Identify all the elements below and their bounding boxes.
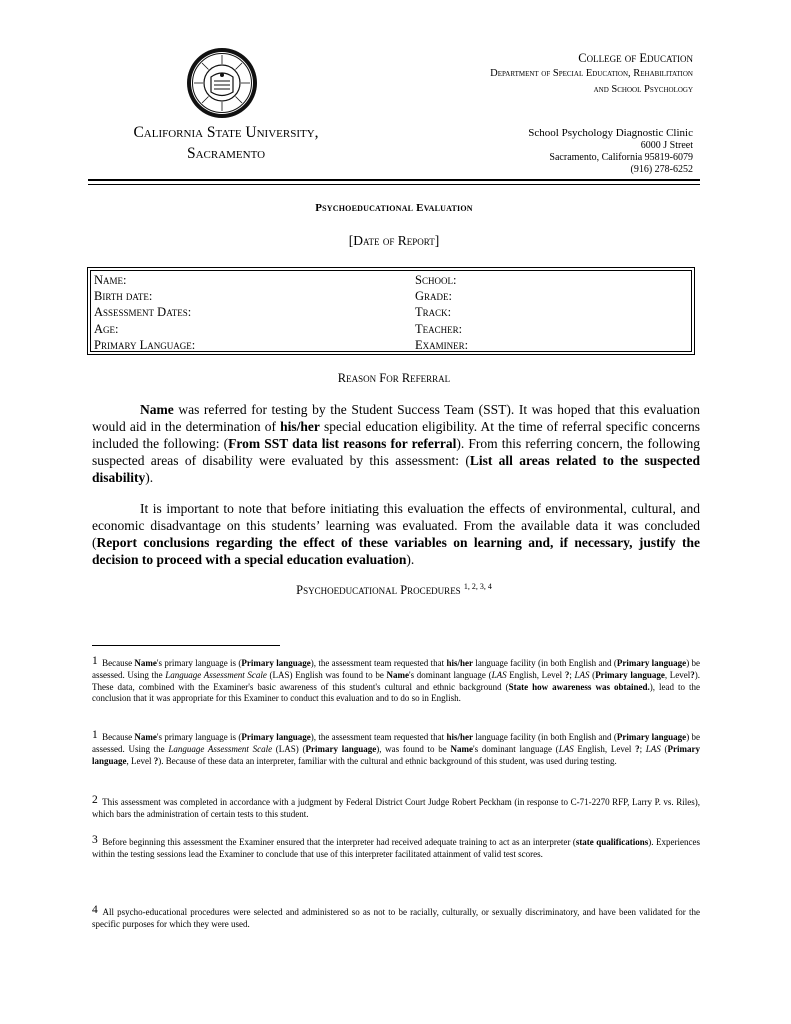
field-examiner: Examiner:: [415, 337, 469, 352]
clinic-street: 6000 J Street: [640, 140, 693, 151]
disadvantage-paragraph: It is important to note that before initiating this evaluation the effects of environmental, cultural, and economic disadvantage on this students’ learning was evaluated. From the available data it was concluded (Report conclusions regarding the effect of these variables on learning and, if necessary, justify the decision to proceed with a special education evaluation).: [92, 501, 700, 567]
procedures-heading: Psychoeducational Procedures $^{1, 2, 3, 4}$: [296, 582, 492, 597]
referral-paragraph: Name was referred for testing by the Student Success Team (SST). It was hoped that this evaluation would aid in the determination of his/her special education eligibility. At the time of referral specific concerns included the following: (From SST data list reasons for referral). From this referring concern, the following suspected areas of disability were evaluated by this assessment: (List all areas related to the suspected disability).: [92, 402, 700, 485]
clinic-phone: (916) 278-6252: [630, 164, 693, 175]
university-name-line1: California State University,: [133, 124, 319, 141]
clinic-name: School Psychology Diagnostic Clinic: [528, 127, 693, 139]
footnote-1-english: 1 Because Name's primary language is (Primary language), the assessment team requested that his/her language facility (in both English and (Primary language) be assessed. Using the Language Assessment Scale (LAS) English was found to be Name's dominant language (LAS English, Level ?; LAS (Primary language, Level?). These data, combined with the Examiner's basic awareness of this student's cultural and ethnic background (State how awareness was obtained.), lead to the conclusion that it was appropriate for this Examiner to conduct this evaluation and to do so in English.: [92, 655, 701, 704]
student-info-box: [87, 267, 695, 355]
department-name: Department of Special Education, Rehabilitation: [490, 68, 693, 79]
header-divider-thick: [88, 179, 700, 181]
footnote-1-interpreter: 1 Because Name's primary language is (Primary language), the assessment team requested that his/her language facility (in both English and (Primary language) be assessed. Using the Language Assessment Scale (LAS) (Primary language), was found to be Name's dominant language (LAS English, Level ?; LAS (Primary language, Level ?). Because of these data an interpreter, familiar with the cultural and ethnic background of this student, was used during testing.: [92, 729, 701, 766]
footnote-separator: [92, 645, 280, 646]
footnote-2: 2 This assessment was completed in accordance with a judgment by Federal District Court Judge Robert Peckham (in response to C-71-2270 RFP, Larry P. vs. Riles), which bars the administration of certain tests to this student.: [92, 794, 700, 819]
field-teacher: Teacher:: [415, 321, 463, 336]
footnote-4: 4 All psycho-educational procedures were selected and administered so as not to be racially, culturally, or sexually discriminatory, and have been validated for the specific purposes for which they were used.: [92, 904, 700, 929]
university-name: [106, 122, 346, 164]
field-school: School:: [415, 273, 457, 287]
header-divider-thin: [88, 184, 700, 185]
field-age: Age:: [94, 321, 119, 336]
field-name: Name:: [94, 273, 127, 287]
field-track: Track:: [415, 305, 452, 320]
document-title: Psychoeducational Evaluation: [315, 202, 473, 214]
field-grade: Grade:: [415, 289, 452, 304]
field-primary-language: Primary Language:: [94, 337, 196, 352]
date-of-report: [Date of Report]: [348, 233, 440, 248]
info-column-left: [94, 272, 195, 353]
department-name-cont: and School Psychology: [593, 84, 693, 95]
field-assessment-dates: Assessment Dates:: [94, 305, 192, 320]
field-birth-date: Birth date:: [94, 289, 153, 304]
college-name: College of Education: [578, 51, 693, 65]
reason-for-referral-heading: Reason For Referral: [337, 371, 451, 385]
university-seal-icon: [186, 47, 258, 119]
footnote-3: 3 Before beginning this assessment the Examiner ensured that the interpreter had received adequate training to act as an interpreter (state qualifications). Experiences within the testing sessions lead the Examiner to conclude that use of this interpreter facilitated attainment of valid test scores.: [92, 834, 700, 859]
department-block: [490, 50, 693, 98]
info-column-right: [415, 272, 468, 353]
clinic-address: [528, 127, 693, 176]
university-name-line2: Sacramento: [186, 145, 266, 162]
procedures-footnote-refs: 1, 2, 3, 4: [463, 582, 492, 591]
clinic-city: Sacramento, California 95819-6079: [549, 152, 693, 163]
